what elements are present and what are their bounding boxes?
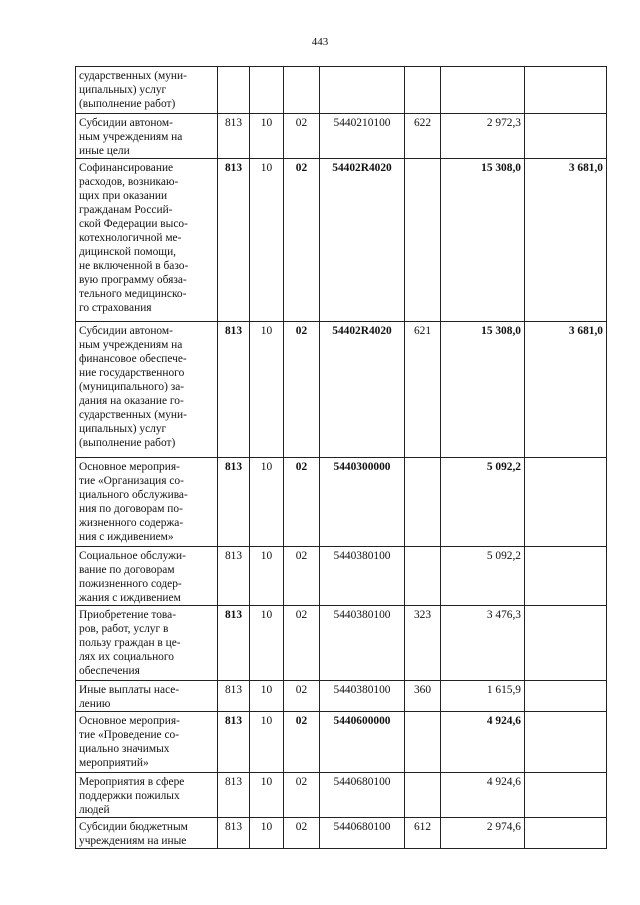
cell-target-article: 5440300000	[320, 458, 405, 547]
cell-amount-2	[525, 712, 607, 773]
cell-expense-type: 622	[405, 114, 441, 159]
cell-expense-type	[405, 67, 441, 114]
cell-amount	[441, 67, 525, 114]
cell-amount-2	[525, 114, 607, 159]
cell-target-article: 54402R4020	[320, 322, 405, 458]
cell-subsection: 02	[284, 458, 320, 547]
cell-target-article: 5440210100	[320, 114, 405, 159]
cell-amount: 1 615,9	[441, 681, 525, 712]
table-row	[76, 606, 607, 681]
cell-amount: 3 476,3	[441, 606, 525, 681]
cell-expense-type: 323	[405, 606, 441, 681]
cell-amount: 4 924,6	[441, 773, 525, 818]
cell-target-article	[320, 67, 405, 114]
cell-amount-2: 3 681,0	[525, 159, 607, 322]
cell-amount-2: 3 681,0	[525, 322, 607, 458]
cell-name: Софинансирование расходов, возникаю- щих при оказании гражданам Россий- ской Федерации высо- котехнологичной ме- дицинской помощи, не включенной в базо- вую программу обяза- тельного медицинско- го страхования	[76, 159, 218, 322]
cell-expense-type	[405, 159, 441, 322]
cell-target-article: 5440680100	[320, 773, 405, 818]
budget-table	[75, 66, 607, 849]
cell-name: Мероприятия в сфере поддержки пожилых людей	[76, 773, 218, 818]
cell-amount: 2 974,6	[441, 818, 525, 849]
cell-name: Субсидии автоном- ным учреждениям на финансовое обеспече- ние государственного (муниципального) за- дания на оказание го- сударственных (муни- ципальных) услуг (выполнение работ)	[76, 322, 218, 458]
cell-name: Приобретение това- ров, работ, услуг в пользу граждан в це- лях их социального обеспечения	[76, 606, 218, 681]
cell-grbs: 813	[218, 773, 250, 818]
cell-section	[250, 67, 284, 114]
table-row	[76, 67, 607, 114]
cell-grbs: 813	[218, 322, 250, 458]
cell-expense-type: 621	[405, 322, 441, 458]
table-row	[76, 322, 607, 458]
cell-subsection: 02	[284, 547, 320, 606]
cell-name: Иные выплаты насе- лению	[76, 681, 218, 712]
cell-grbs	[218, 67, 250, 114]
cell-subsection	[284, 67, 320, 114]
cell-section: 10	[250, 773, 284, 818]
cell-name: Основное мероприя- тие «Проведение со- циально значимых мероприятий»	[76, 712, 218, 773]
table-row	[76, 547, 607, 606]
cell-section: 10	[250, 818, 284, 849]
cell-target-article: 5440680100	[320, 818, 405, 849]
cell-target-article: 5440380100	[320, 547, 405, 606]
cell-expense-type	[405, 547, 441, 606]
cell-amount-2	[525, 681, 607, 712]
cell-target-article: 54402R4020	[320, 159, 405, 322]
cell-section: 10	[250, 458, 284, 547]
cell-expense-type: 612	[405, 818, 441, 849]
cell-section: 10	[250, 712, 284, 773]
table-row	[76, 681, 607, 712]
cell-section: 10	[250, 322, 284, 458]
cell-grbs: 813	[218, 547, 250, 606]
cell-amount-2	[525, 606, 607, 681]
table-body	[76, 67, 607, 849]
cell-grbs: 813	[218, 818, 250, 849]
cell-section: 10	[250, 547, 284, 606]
cell-grbs: 813	[218, 114, 250, 159]
cell-subsection: 02	[284, 114, 320, 159]
cell-expense-type	[405, 458, 441, 547]
cell-expense-type: 360	[405, 681, 441, 712]
cell-subsection: 02	[284, 712, 320, 773]
cell-section: 10	[250, 159, 284, 322]
cell-grbs: 813	[218, 458, 250, 547]
cell-subsection: 02	[284, 159, 320, 322]
cell-section: 10	[250, 114, 284, 159]
cell-name: Субсидии автоном- ным учреждениям на иные цели	[76, 114, 218, 159]
cell-target-article: 5440600000	[320, 712, 405, 773]
cell-amount-2	[525, 773, 607, 818]
table-row	[76, 818, 607, 849]
cell-amount: 4 924,6	[441, 712, 525, 773]
cell-name: Основное мероприя- тие «Организация со- циального обслужива- ния по договорам по- жизненного содержа- ния с иждивением»	[76, 458, 218, 547]
cell-section: 10	[250, 606, 284, 681]
cell-target-article: 5440380100	[320, 681, 405, 712]
cell-grbs: 813	[218, 159, 250, 322]
cell-amount-2	[525, 67, 607, 114]
table-row	[76, 773, 607, 818]
cell-grbs: 813	[218, 606, 250, 681]
cell-grbs: 813	[218, 681, 250, 712]
cell-target-article: 5440380100	[320, 606, 405, 681]
cell-subsection: 02	[284, 606, 320, 681]
cell-amount-2	[525, 547, 607, 606]
cell-subsection: 02	[284, 818, 320, 849]
cell-amount: 15 308,0	[441, 322, 525, 458]
cell-amount: 2 972,3	[441, 114, 525, 159]
cell-expense-type	[405, 712, 441, 773]
table-row	[76, 159, 607, 322]
cell-amount-2	[525, 458, 607, 547]
cell-subsection: 02	[284, 681, 320, 712]
table-row	[76, 114, 607, 159]
cell-expense-type	[405, 773, 441, 818]
cell-name: сударственных (муни- ципальных) услуг (выполнение работ)	[76, 67, 218, 114]
cell-name: Социальное обслужи- вание по договорам пожизненного содер- жания с иждивением	[76, 547, 218, 606]
cell-grbs: 813	[218, 712, 250, 773]
cell-name: Субсидии бюджетным учреждениям на иные	[76, 818, 218, 849]
cell-subsection: 02	[284, 773, 320, 818]
cell-section: 10	[250, 681, 284, 712]
cell-amount: 15 308,0	[441, 159, 525, 322]
page-number: 443	[311, 36, 329, 48]
cell-subsection: 02	[284, 322, 320, 458]
cell-amount: 5 092,2	[441, 547, 525, 606]
table-row	[76, 712, 607, 773]
cell-amount-2	[525, 818, 607, 849]
cell-amount: 5 092,2	[441, 458, 525, 547]
table-row	[76, 458, 607, 547]
